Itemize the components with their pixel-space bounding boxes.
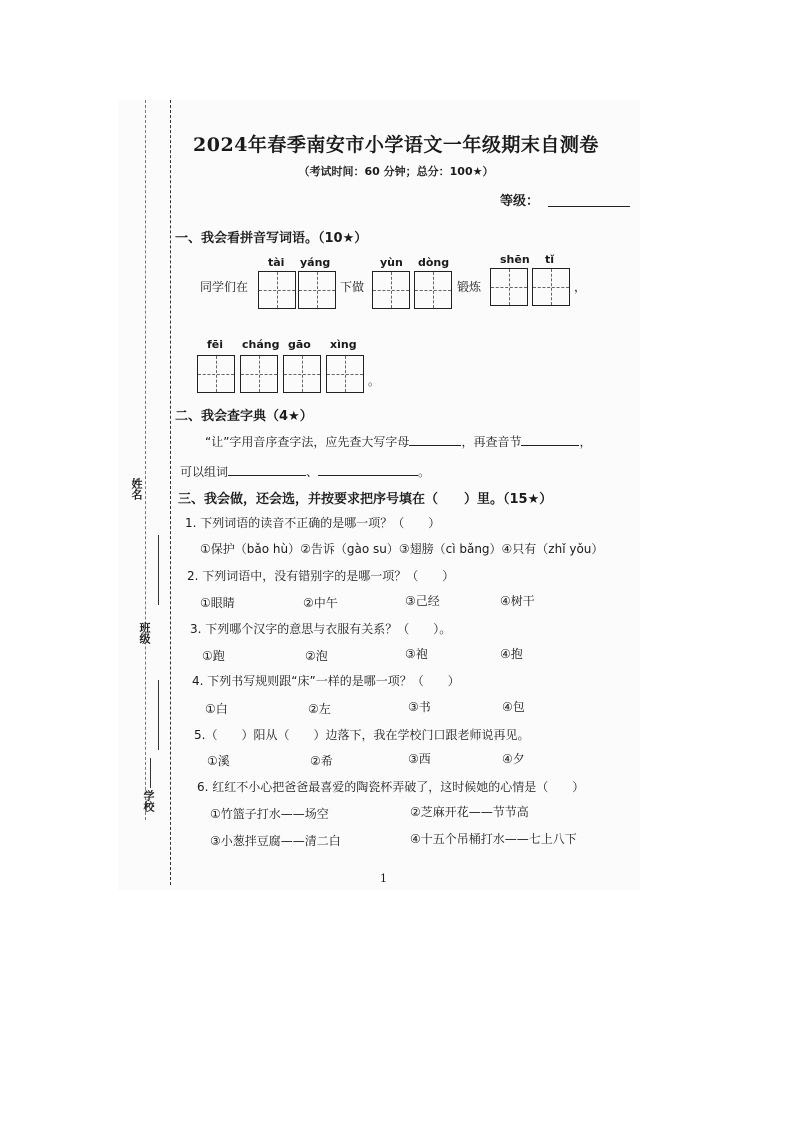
s1-line1-mid: 下做 xyxy=(340,280,365,294)
s2-line2-end: 。 xyxy=(418,465,431,479)
pinyin-shen: shēn xyxy=(500,253,530,266)
q1-options: ①保护（bǎo hù）②告诉（gào su）③翅膀（cì bǎng）④只有（zhǐ yǒu） xyxy=(200,542,604,556)
q6-option: ③小葱拌豆腐——清二白 xyxy=(210,834,341,848)
writing-box[interactable] xyxy=(490,268,528,306)
grade-label: 等级： xyxy=(500,194,540,209)
word-blank-2[interactable] xyxy=(318,463,418,476)
pinyin-yun: yùn xyxy=(380,256,403,269)
q3-option: ④抱 xyxy=(500,647,523,661)
exam-title: 2024年春季南安市小学语文一年级期末自测卷 xyxy=(193,134,599,156)
pinyin-dong: dòng xyxy=(418,256,450,269)
q3-option: ①跑 xyxy=(202,649,225,663)
q4-option: ④包 xyxy=(502,700,525,714)
exam-subtitle: （考试时间：60 分钟；总分：100★） xyxy=(298,165,494,178)
pinyin-ti: tǐ xyxy=(545,253,555,266)
s2-line2 xyxy=(180,463,430,480)
q5-text: 5.（ ）阳从（ ）边落下，我在学校门口跟老师说再见。 xyxy=(194,728,530,742)
s2-line1-mid: ，再查音节 xyxy=(461,435,522,449)
s2-line2-text: 可以组词 xyxy=(180,465,229,479)
school-label: 学校 xyxy=(142,790,155,812)
q5-option: ④夕 xyxy=(502,752,525,766)
q3-option: ③袍 xyxy=(405,647,428,661)
binding-line xyxy=(170,100,171,885)
pinyin-gao: gāo xyxy=(288,338,311,351)
q2-option: ①眼睛 xyxy=(200,596,235,610)
section3-heading: 三、我会做，还会选，并按要求把序号填在（ ）里。（15★） xyxy=(178,492,553,507)
q2-option: ③己经 xyxy=(405,594,440,608)
q5-option: ③西 xyxy=(408,752,431,766)
s2-line1-text: “让”字用音序查字法，应先查大写字母 xyxy=(205,435,410,449)
school-field-line xyxy=(150,758,151,788)
s2-line1-end: ， xyxy=(579,435,592,449)
writing-box[interactable] xyxy=(532,268,570,306)
section2-heading: 二、我会查字典（4★） xyxy=(175,409,313,424)
q6-option: ①竹篮子打水——场空 xyxy=(210,807,329,821)
q4-option: ③书 xyxy=(408,700,431,714)
s2-line1 xyxy=(205,433,591,450)
writing-box[interactable] xyxy=(240,355,278,393)
q4-text: 4. 下列书写规则跟“床”一样的是哪一项？（ ） xyxy=(192,674,460,688)
q6-option: ②芝麻开花——节节高 xyxy=(410,805,529,819)
q6-option: ④十五个吊桶打水——七上八下 xyxy=(410,832,577,846)
q2-option: ④树干 xyxy=(500,594,535,608)
q4-option: ①白 xyxy=(205,702,228,716)
pinyin-fei: fēi xyxy=(207,338,224,351)
s1-line2-end: 。 xyxy=(368,374,381,388)
q6-text: 6. 红红不小心把爸爸最喜爱的陶瓷杯弄破了，这时候她的心情是（ ） xyxy=(197,780,585,794)
s1-line1-end: ， xyxy=(574,280,587,294)
q5-option: ②希 xyxy=(310,754,333,768)
grade-field[interactable] xyxy=(548,206,630,207)
word-blank-1[interactable] xyxy=(228,463,306,476)
q4-option: ②左 xyxy=(308,702,331,716)
q3-text: 3. 下列哪个汉字的意思与衣服有关系？（ ）。 xyxy=(190,622,452,636)
syllable-blank[interactable] xyxy=(521,433,579,446)
binding-line-inner xyxy=(145,100,146,820)
s1-line1-mid2: 锻炼 xyxy=(457,280,482,294)
class-field-line xyxy=(158,680,159,750)
writing-box[interactable] xyxy=(298,271,336,309)
s2-line2-sep: 、 xyxy=(306,465,319,479)
writing-box[interactable] xyxy=(414,271,452,309)
q5-option: ①溪 xyxy=(207,754,230,768)
section1-heading: 一、我会看拼音写词语。（10★） xyxy=(175,231,368,246)
s1-line1-prefix: 同学们在 xyxy=(200,280,249,294)
letter-blank[interactable] xyxy=(409,433,461,446)
class-label: 班级 xyxy=(138,622,151,644)
page-number: 1 xyxy=(380,872,387,885)
name-label: 姓名 xyxy=(130,478,143,500)
writing-box[interactable] xyxy=(197,355,235,393)
writing-box[interactable] xyxy=(372,271,410,309)
pinyin-chang: cháng xyxy=(242,338,280,351)
pinyin-xing: xìng xyxy=(330,338,357,351)
writing-box[interactable] xyxy=(326,355,364,393)
writing-box[interactable] xyxy=(258,271,296,309)
q1-text: 1. 下列词语的读音不正确的是哪一项？（ ） xyxy=(185,516,441,530)
q3-option: ②泡 xyxy=(305,649,328,663)
writing-box[interactable] xyxy=(283,355,321,393)
pinyin-yang: yáng xyxy=(300,256,331,269)
pinyin-tai: tài xyxy=(268,256,285,269)
name-field-line xyxy=(158,535,159,605)
q2-text: 2. 下列词语中，没有错别字的是哪一项？（ ） xyxy=(187,569,455,583)
q2-option: ②中午 xyxy=(303,596,338,610)
